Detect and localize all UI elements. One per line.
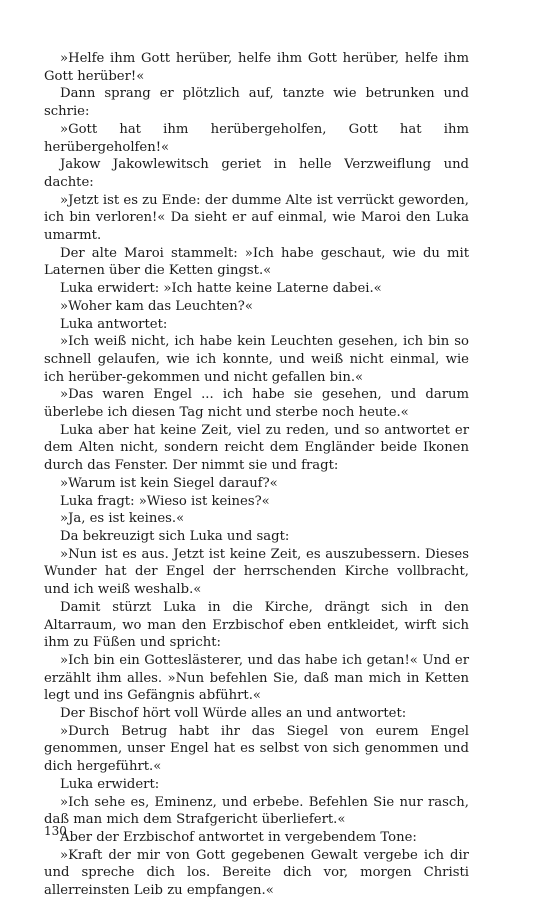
paragraph: »Warum ist kein Siegel darauf?«: [60, 475, 278, 491]
paragraph: »Ich bin ein Gotteslästerer, und das habe ich getan!« Und er erzählt ihm alles. »Nun befehlen Sie, daß man mich in Ketten legt und ins Gefängnis abführt.«: [44, 652, 469, 704]
paragraph: Luka erwidert: »Ich hatte keine Laterne dabei.«: [60, 281, 382, 297]
book-page-text: [44, 50, 469, 900]
paragraph: »Woher kam das Leuchten?«: [60, 298, 253, 314]
paragraph: Luka erwidert:: [60, 776, 160, 792]
paragraph: Da bekreuzigt sich Luka und sagt:: [60, 528, 290, 544]
paragraph: Luka antwortet:: [60, 316, 168, 332]
page-number: 130: [44, 824, 67, 838]
paragraph: »Helfe ihm Gott herüber, helfe ihm Gott herüber, helfe ihm Gott herüber!«: [44, 51, 469, 84]
paragraph: Der Bischof hört voll Würde alles an und antwortet:: [60, 706, 407, 722]
paragraph: Luka fragt: »Wieso ist keines?«: [60, 493, 270, 509]
paragraph: »Kraft der mir von Gott gegebenen Gewalt vergebe ich dir und spreche dich los. Bereite dich vor, morgen Christi allerreinsten Leib zu empfangen.«: [44, 847, 469, 899]
paragraph: »Ja, es ist keines.«: [60, 511, 185, 527]
paragraph: Aber der Erzbischof antwortet in vergebendem Tone:: [60, 829, 417, 845]
paragraph: »Gott hat ihm herübergeholfen, Gott hat ihm herübergeholfen!«: [44, 121, 469, 155]
paragraph: Damit stürzt Luka in die Kirche, drängt sich in den Altarraum, wo man den Erzbischof eben entkleidet, wirft sich ihm zu Füßen und spricht:: [44, 599, 469, 651]
paragraph: Luka aber hat keine Zeit, viel zu reden, und so antwortet er dem Alten nicht, sondern reicht dem Engländer beide Ikonen durch das Fenster. Der nimmt sie und fragt:: [44, 422, 469, 474]
paragraph: Jakow Jakowlewitsch geriet in helle Verzweiflung und dachte:: [44, 157, 469, 190]
paragraph: »Das waren Engel ... ich habe sie gesehen, und darum überlebe ich diesen Tag nicht und sterbe noch heute.«: [44, 387, 469, 421]
paragraph: Der alte Maroi stammelt: »Ich habe geschaut, wie du mit Laternen über die Ketten gingst.«: [44, 245, 469, 279]
paragraph: Dann sprang er plötzlich auf, tanzte wie betrunken und schrie:: [44, 86, 469, 120]
paragraph: »Nun ist es aus. Jetzt ist keine Zeit, es auszubessern. Dieses Wunder hat der Engel der herrschenden Kirche vollbracht, und ich weiß weshalb.«: [44, 546, 469, 598]
paragraph: »Ich sehe es, Eminenz, und erbebe. Befehlen Sie nur rasch, daß man mich dem Strafgericht überliefert.«: [44, 794, 469, 828]
paragraph: »Ich weiß nicht, ich habe kein Leuchten gesehen, ich bin so schnell gelaufen, wie ich konnte, und weiß nicht einmal, wie ich herüber-gekommen und nicht gefallen bin.«: [44, 334, 469, 385]
paragraph: »Jetzt ist es zu Ende: der dumme Alte ist verrückt geworden, ich bin verloren!« Da sieht er auf einmal, wie Maroi den Luka umarmt.: [44, 192, 469, 244]
paragraph: »Durch Betrug habt ihr das Siegel von eurem Engel genommen, unser Engel hat es selbst von sich genommen und dich hergeführt.«: [44, 723, 469, 775]
